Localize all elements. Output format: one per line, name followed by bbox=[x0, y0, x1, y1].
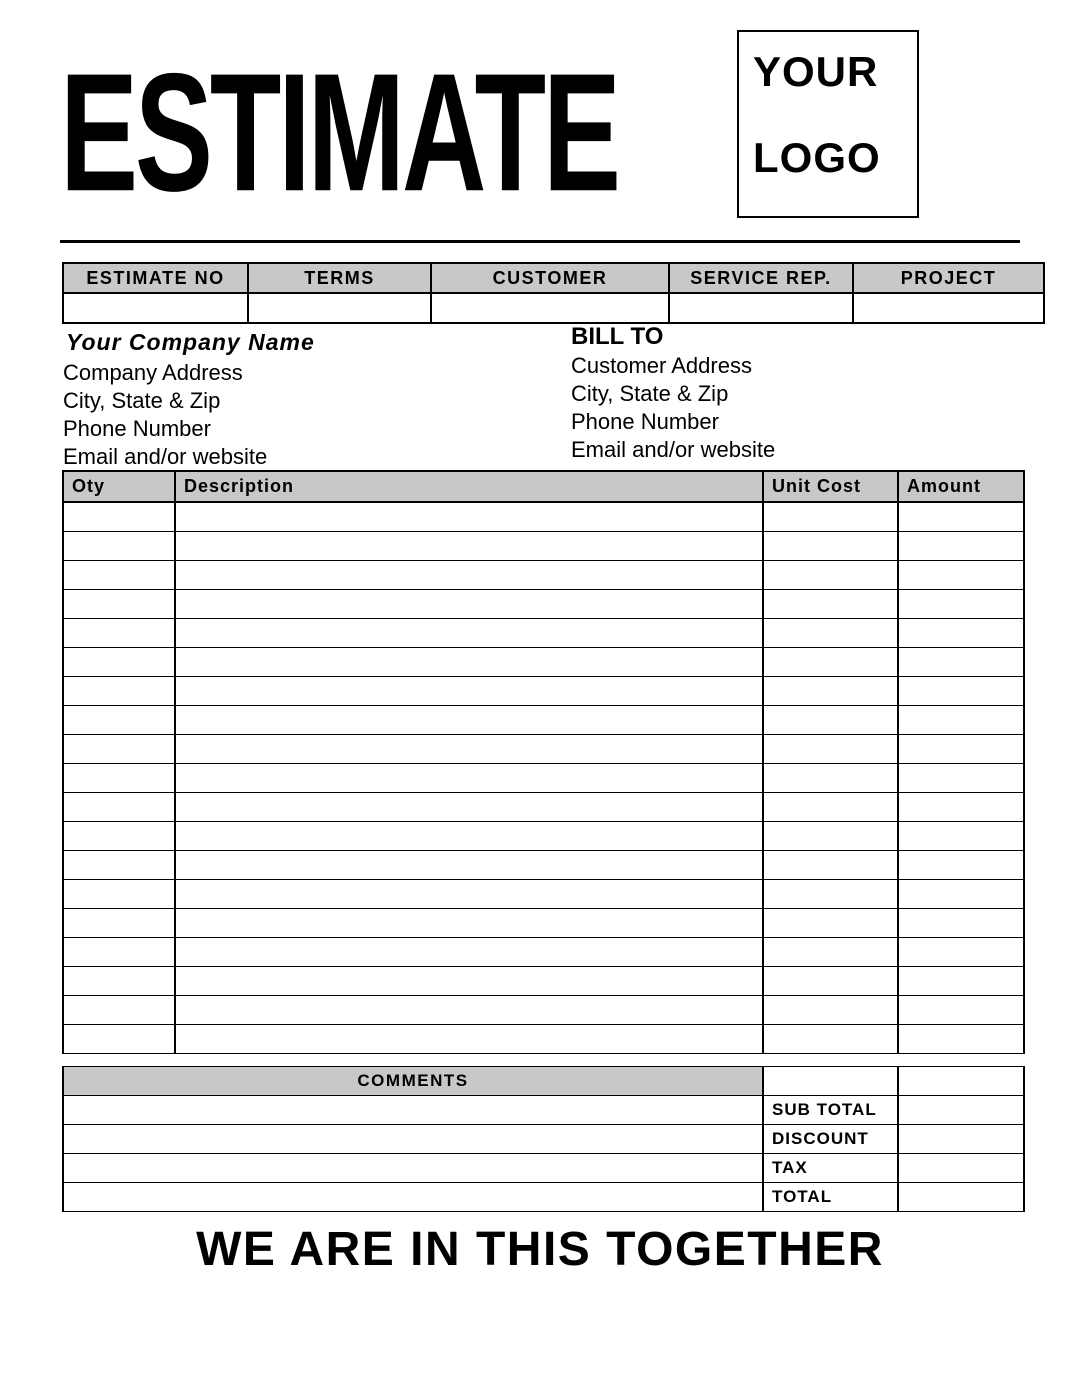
line-item-row bbox=[63, 909, 1024, 938]
total-label: TOTAL bbox=[763, 1183, 898, 1212]
line-item-row bbox=[63, 967, 1024, 996]
amount-cell[interactable] bbox=[898, 909, 1024, 938]
qty-cell[interactable] bbox=[63, 822, 175, 851]
description-cell[interactable] bbox=[175, 648, 763, 677]
amount-cell[interactable] bbox=[898, 938, 1024, 967]
company-address: Company Address bbox=[63, 360, 243, 385]
line-item-row bbox=[63, 764, 1024, 793]
line-item-row bbox=[63, 822, 1024, 851]
line-item-row bbox=[63, 793, 1024, 822]
service-rep-cell[interactable] bbox=[669, 293, 853, 323]
qty-cell[interactable] bbox=[63, 938, 175, 967]
comment-line[interactable] bbox=[63, 1096, 763, 1125]
amount-cell[interactable] bbox=[898, 1025, 1024, 1054]
comment-line[interactable] bbox=[63, 1154, 763, 1183]
unit-cost-cell[interactable] bbox=[763, 706, 898, 735]
description-cell[interactable] bbox=[175, 1025, 763, 1054]
tax-row bbox=[63, 1154, 1024, 1183]
unit-cost-cell[interactable] bbox=[763, 822, 898, 851]
amount-cell[interactable] bbox=[898, 880, 1024, 909]
unit-cost-cell[interactable] bbox=[763, 938, 898, 967]
sub-total-row bbox=[63, 1096, 1024, 1125]
customer-address: Customer Address bbox=[571, 353, 752, 378]
meta-value-row bbox=[63, 293, 1044, 323]
description-cell[interactable] bbox=[175, 822, 763, 851]
description-cell[interactable] bbox=[175, 532, 763, 561]
unit-cost-cell[interactable] bbox=[763, 532, 898, 561]
amount-cell[interactable] bbox=[898, 764, 1024, 793]
amount-cell[interactable] bbox=[898, 735, 1024, 764]
footer-slogan: WE ARE IN THIS TOGETHER bbox=[196, 1223, 884, 1276]
description-cell[interactable] bbox=[175, 764, 763, 793]
qty-cell[interactable] bbox=[63, 502, 175, 532]
qty-cell[interactable] bbox=[63, 967, 175, 996]
description-cell[interactable] bbox=[175, 619, 763, 648]
service-rep-header: SERVICE REP. bbox=[669, 263, 853, 293]
qty-cell[interactable] bbox=[63, 735, 175, 764]
unit-cost-cell[interactable] bbox=[763, 909, 898, 938]
logo-text-line1: YOUR bbox=[753, 48, 879, 95]
discount-row bbox=[63, 1125, 1024, 1154]
unit-cost-cell[interactable] bbox=[763, 677, 898, 706]
amount-cell[interactable] bbox=[898, 619, 1024, 648]
description-cell[interactable] bbox=[175, 967, 763, 996]
line-item-row bbox=[63, 851, 1024, 880]
estimate-meta-table bbox=[62, 262, 1045, 324]
description-cell[interactable] bbox=[175, 677, 763, 706]
unit-cost-cell[interactable] bbox=[763, 619, 898, 648]
tax-value[interactable] bbox=[898, 1154, 1024, 1183]
amount-cell[interactable] bbox=[898, 706, 1024, 735]
sub-total-label: SUB TOTAL bbox=[763, 1096, 898, 1125]
items-header-row bbox=[63, 471, 1024, 502]
amount-cell[interactable] bbox=[898, 793, 1024, 822]
sub-total-value[interactable] bbox=[898, 1096, 1024, 1125]
line-item-row bbox=[63, 502, 1024, 532]
qty-cell[interactable] bbox=[63, 619, 175, 648]
comment-line[interactable] bbox=[63, 1125, 763, 1154]
line-item-row bbox=[63, 532, 1024, 561]
unit-cost-header: Unit Cost bbox=[763, 471, 898, 502]
summary-blank-value[interactable] bbox=[898, 1067, 1024, 1096]
line-item-row bbox=[63, 561, 1024, 590]
total-row bbox=[63, 1183, 1024, 1212]
customer-phone: Phone Number bbox=[571, 409, 719, 434]
qty-cell[interactable] bbox=[63, 793, 175, 822]
company-name: Your Company Name bbox=[66, 329, 315, 355]
amount-cell[interactable] bbox=[898, 851, 1024, 880]
description-cell[interactable] bbox=[175, 851, 763, 880]
estimate-no-header: ESTIMATE NO bbox=[63, 263, 248, 293]
unit-cost-cell[interactable] bbox=[763, 967, 898, 996]
company-phone: Phone Number bbox=[63, 416, 211, 441]
title-text: ESTIMATE bbox=[60, 37, 618, 227]
estimate-no-cell[interactable] bbox=[63, 293, 248, 323]
amount-cell[interactable] bbox=[898, 590, 1024, 619]
qty-cell[interactable] bbox=[63, 1025, 175, 1054]
unit-cost-cell[interactable] bbox=[763, 561, 898, 590]
customer-city: City, State & Zip bbox=[571, 381, 729, 406]
line-item-row bbox=[63, 648, 1024, 677]
terms-header: TERMS bbox=[248, 263, 431, 293]
amount-cell[interactable] bbox=[898, 532, 1024, 561]
description-cell[interactable] bbox=[175, 502, 763, 532]
amount-cell[interactable] bbox=[898, 648, 1024, 677]
description-cell[interactable] bbox=[175, 880, 763, 909]
qty-cell[interactable] bbox=[63, 764, 175, 793]
company-info bbox=[63, 325, 315, 471]
amount-cell[interactable] bbox=[898, 967, 1024, 996]
header-divider bbox=[60, 240, 1020, 243]
bill-to-info bbox=[571, 322, 775, 464]
description-cell[interactable] bbox=[175, 590, 763, 619]
unit-cost-cell[interactable] bbox=[763, 648, 898, 677]
qty-cell[interactable] bbox=[63, 880, 175, 909]
line-item-row bbox=[63, 996, 1024, 1025]
line-item-row bbox=[63, 677, 1024, 706]
qty-cell[interactable] bbox=[63, 996, 175, 1025]
qty-cell[interactable] bbox=[63, 851, 175, 880]
tax-label: TAX bbox=[763, 1154, 898, 1183]
qty-cell[interactable] bbox=[63, 561, 175, 590]
description-cell[interactable] bbox=[175, 938, 763, 967]
unit-cost-cell[interactable] bbox=[763, 502, 898, 532]
line-item-row bbox=[63, 706, 1024, 735]
summary-table bbox=[62, 1066, 1025, 1212]
qty-cell[interactable] bbox=[63, 590, 175, 619]
qty-cell[interactable] bbox=[63, 706, 175, 735]
amount-cell[interactable] bbox=[898, 502, 1024, 532]
description-cell[interactable] bbox=[175, 735, 763, 764]
description-cell[interactable] bbox=[175, 706, 763, 735]
line-item-row bbox=[63, 938, 1024, 967]
unit-cost-cell[interactable] bbox=[763, 996, 898, 1025]
line-item-row bbox=[63, 1025, 1024, 1054]
meta-header-row bbox=[63, 263, 1044, 293]
logo-placeholder bbox=[737, 30, 919, 218]
terms-cell[interactable] bbox=[248, 293, 431, 323]
qty-header: Oty bbox=[63, 471, 175, 502]
project-header: PROJECT bbox=[853, 263, 1044, 293]
unit-cost-cell[interactable] bbox=[763, 764, 898, 793]
comment-line[interactable] bbox=[63, 1183, 763, 1212]
amount-header: Amount bbox=[898, 471, 1024, 502]
document-title bbox=[60, 37, 618, 227]
line-item-row bbox=[63, 880, 1024, 909]
line-items-table bbox=[62, 470, 1025, 1054]
comments-header-row bbox=[63, 1067, 1024, 1096]
unit-cost-cell[interactable] bbox=[763, 1025, 898, 1054]
amount-cell[interactable] bbox=[898, 822, 1024, 851]
discount-value[interactable] bbox=[898, 1125, 1024, 1154]
summary-blank-label bbox=[763, 1067, 898, 1096]
comments-header: COMMENTS bbox=[63, 1067, 763, 1096]
discount-label: DISCOUNT bbox=[763, 1125, 898, 1154]
total-value[interactable] bbox=[898, 1183, 1024, 1212]
qty-cell[interactable] bbox=[63, 909, 175, 938]
unit-cost-cell[interactable] bbox=[763, 851, 898, 880]
amount-cell[interactable] bbox=[898, 677, 1024, 706]
amount-cell[interactable] bbox=[898, 561, 1024, 590]
qty-cell[interactable] bbox=[63, 677, 175, 706]
customer-cell[interactable] bbox=[431, 293, 669, 323]
line-item-row bbox=[63, 735, 1024, 764]
customer-header: CUSTOMER bbox=[431, 263, 669, 293]
unit-cost-cell[interactable] bbox=[763, 880, 898, 909]
qty-cell[interactable] bbox=[63, 648, 175, 677]
line-item-row bbox=[63, 619, 1024, 648]
line-item-row bbox=[63, 590, 1024, 619]
company-email: Email and/or website bbox=[63, 444, 268, 469]
customer-email: Email and/or website bbox=[571, 437, 776, 462]
description-cell[interactable] bbox=[175, 996, 763, 1025]
logo-text-line2: LOGO bbox=[753, 134, 881, 181]
qty-cell[interactable] bbox=[63, 532, 175, 561]
description-cell[interactable] bbox=[175, 793, 763, 822]
project-cell[interactable] bbox=[853, 293, 1044, 323]
description-header: Description bbox=[175, 471, 763, 502]
amount-cell[interactable] bbox=[898, 996, 1024, 1025]
unit-cost-cell[interactable] bbox=[763, 735, 898, 764]
description-cell[interactable] bbox=[175, 561, 763, 590]
unit-cost-cell[interactable] bbox=[763, 793, 898, 822]
description-cell[interactable] bbox=[175, 909, 763, 938]
unit-cost-cell[interactable] bbox=[763, 590, 898, 619]
bill-to-title: BILL TO bbox=[571, 323, 664, 350]
company-city: City, State & Zip bbox=[63, 388, 221, 413]
